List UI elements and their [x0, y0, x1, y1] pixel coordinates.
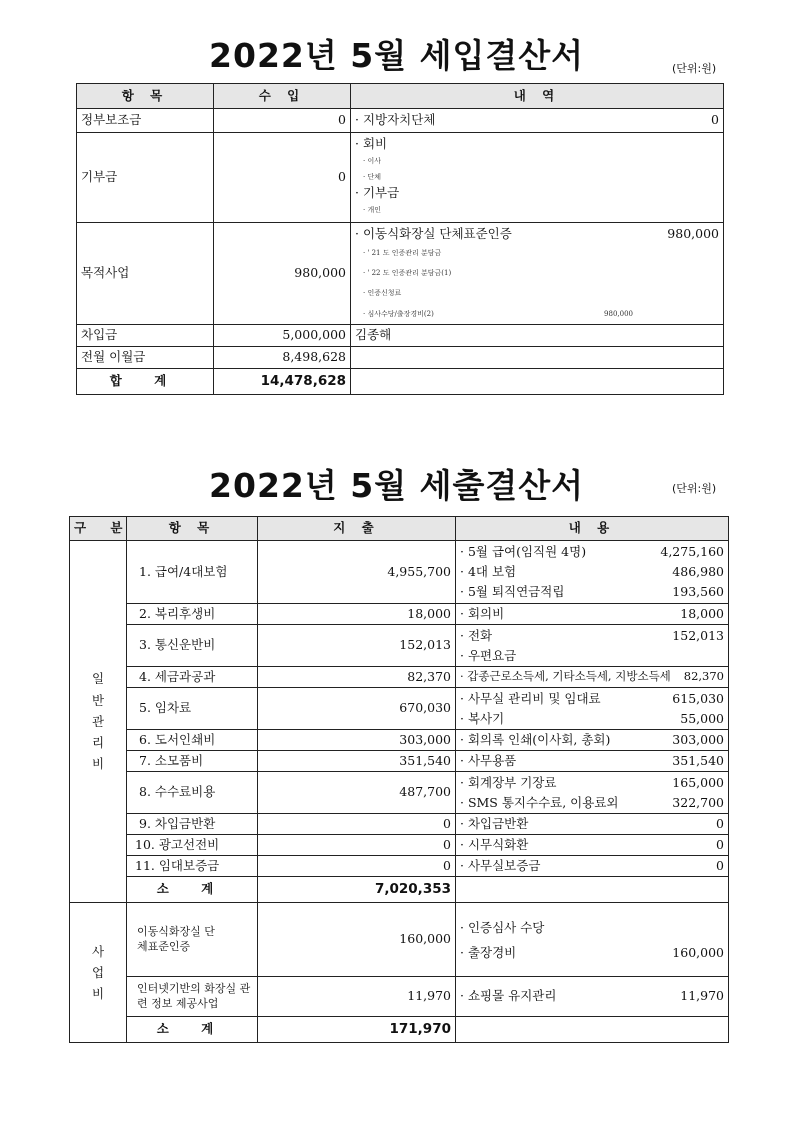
expense-row	[70, 814, 729, 835]
business-subtotal-row	[70, 1017, 729, 1043]
row-amount: 487,700	[258, 772, 456, 814]
row-item: 2. 복리후생비	[127, 604, 258, 625]
row-detail: 김종해	[351, 325, 724, 347]
income-row-loan	[77, 325, 724, 347]
row-amount: 4,955,700	[258, 541, 456, 604]
expense-row	[70, 856, 729, 877]
income-row-total	[77, 369, 724, 395]
row-amount: 11,970	[258, 977, 456, 1017]
category-general: 일반관리비	[70, 541, 127, 903]
row-amount: 18,000	[258, 604, 456, 625]
subtotal-label: 소 계	[127, 1017, 258, 1043]
row-detail: · 5월 급여(임직원 4명) 4,275,160 · 4대 보험 486,980 · 5월 퇴직연금적립 193,560	[456, 541, 729, 604]
expense-row	[70, 625, 729, 667]
row-detail: · 회비 · 이사 · 단체 · 기부금 · 개인	[351, 133, 724, 223]
expense-row	[70, 730, 729, 751]
expense-row	[70, 772, 729, 814]
row-item: 3. 통신운반비	[127, 625, 258, 667]
income-row-gov	[77, 109, 724, 133]
header-detail: 내 용	[456, 517, 729, 541]
row-detail: · 지방자치단체 0	[351, 109, 724, 133]
row-amount: 0	[214, 109, 351, 133]
expense-title: 2022년 5월 세출결산서	[209, 466, 584, 505]
row-amount: 0	[258, 856, 456, 877]
row-item: 기부금	[77, 133, 214, 223]
income-row-donation	[77, 133, 724, 223]
income-row-purpose	[77, 223, 724, 325]
row-item: 차입금	[77, 325, 214, 347]
row-detail: · 시무식화환 0	[456, 835, 729, 856]
subtotal-detail	[456, 1017, 729, 1043]
income-unit: (단위:원)	[672, 62, 717, 75]
row-amount: 0	[258, 814, 456, 835]
header-item: 항 목	[127, 517, 258, 541]
row-detail: · 전화 152,013 · 우편요금	[456, 625, 729, 667]
income-title: 2022년 5월 세입결산서	[209, 36, 584, 75]
row-amount: 82,370	[258, 667, 456, 688]
row-item: 인터넷기반의 화장실 관련 정보 제공사업	[127, 977, 258, 1017]
header-amount: 지 출	[258, 517, 456, 541]
row-detail: · 인증심사 수당 · 출장경비 160,000	[456, 903, 729, 977]
expense-row	[70, 541, 729, 604]
row-item: 5. 임차료	[127, 688, 258, 730]
row-amount: 670,030	[258, 688, 456, 730]
general-subtotal-row	[70, 877, 729, 903]
row-item: 7. 소모품비	[127, 751, 258, 772]
expense-row	[70, 903, 729, 977]
row-detail: · 회의비 18,000	[456, 604, 729, 625]
row-detail: · 갑종근로소득세, 기타소득세, 지방소득세 82,370	[456, 667, 729, 688]
row-amount: 5,000,000	[214, 325, 351, 347]
row-amount: 160,000	[258, 903, 456, 977]
subtotal-amount: 171,970	[258, 1017, 456, 1043]
row-item: 1. 급여/4대보험	[127, 541, 258, 604]
row-detail: · 사무실보증금 0	[456, 856, 729, 877]
row-detail: · 차입금반환 0	[456, 814, 729, 835]
row-detail: · 회계장부 기장료 165,000 · SMS 통지수수료, 이용료외 322,700	[456, 772, 729, 814]
subtotal-detail	[456, 877, 729, 903]
expense-row	[70, 688, 729, 730]
row-amount: 351,540	[258, 751, 456, 772]
row-item: 목적사업	[77, 223, 214, 325]
row-item: 정부보조금	[77, 109, 214, 133]
row-amount: 0	[258, 835, 456, 856]
category-business: 사업비	[70, 903, 127, 1043]
row-item: 4. 세금과공과	[127, 667, 258, 688]
row-item: 11. 임대보증금	[127, 856, 258, 877]
header-category: 구 분	[70, 517, 127, 541]
subtotal-amount: 7,020,353	[258, 877, 456, 903]
row-item: 6. 도서인쇄비	[127, 730, 258, 751]
row-detail: · 쇼핑몰 유지관리 11,970	[456, 977, 729, 1017]
row-item: 이동식화장실 단체표준인증	[127, 903, 258, 977]
row-amount: 152,013	[258, 625, 456, 667]
income-table	[76, 83, 724, 395]
row-detail	[351, 347, 724, 369]
header-item: 항 목	[77, 84, 214, 109]
row-item: 전월 이월금	[77, 347, 214, 369]
row-detail: · 사무실 관리비 및 임대료 615,030 · 복사기 55,000	[456, 688, 729, 730]
expense-row	[70, 835, 729, 856]
header-amount: 수 입	[214, 84, 351, 109]
expense-row	[70, 667, 729, 688]
total-detail	[351, 369, 724, 395]
expense-row	[70, 977, 729, 1017]
row-amount: 303,000	[258, 730, 456, 751]
expense-row	[70, 604, 729, 625]
expense-unit: (단위:원)	[672, 482, 717, 495]
header-detail: 내 역	[351, 84, 724, 109]
row-detail: · 사무용품 351,540	[456, 751, 729, 772]
row-amount: 980,000	[214, 223, 351, 325]
row-detail: · 이동식화장실 단체표준인증 980,000 · ' 21 도 인증관리 분담금 · ' 22 도 인증관리 분담금(1) · 인증신청료 · 심사수당/출장경비(2) 980,000	[351, 223, 724, 325]
row-amount: 8,498,628	[214, 347, 351, 369]
subtotal-label: 소 계	[127, 877, 258, 903]
expense-row	[70, 751, 729, 772]
row-item: 8. 수수료비용	[127, 772, 258, 814]
income-row-carry	[77, 347, 724, 369]
total-label: 합 계	[77, 369, 214, 395]
row-item: 10. 광고선전비	[127, 835, 258, 856]
row-detail: · 회의록 인쇄(이사회, 총회) 303,000	[456, 730, 729, 751]
row-amount: 0	[214, 133, 351, 223]
row-item: 9. 차입금반환	[127, 814, 258, 835]
expense-table	[69, 516, 729, 1043]
total-amount: 14,478,628	[214, 369, 351, 395]
